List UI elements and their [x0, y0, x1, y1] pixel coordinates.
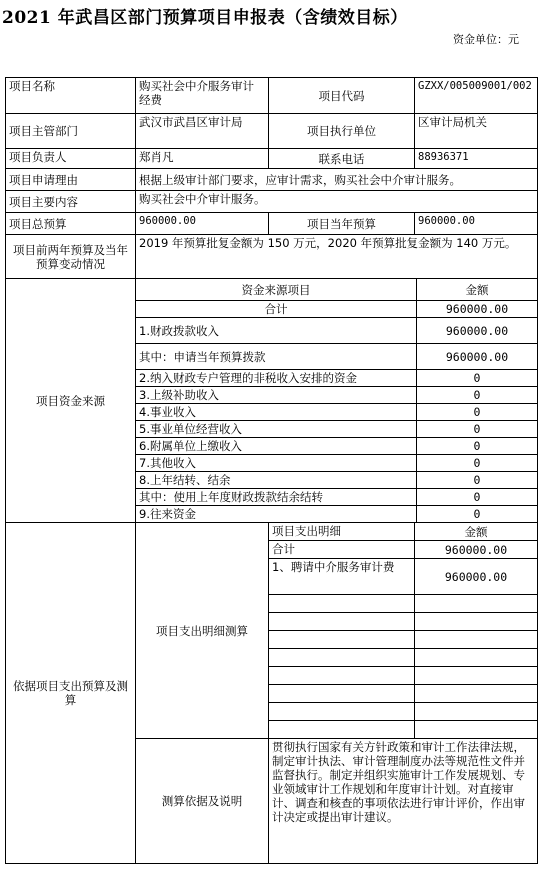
funding-col-amount: 金额 [417, 279, 538, 301]
funding-row [136, 455, 538, 472]
funding-item: 4.事业收入 [136, 404, 417, 421]
funding-amount: 0 [417, 421, 538, 438]
funding-amount: 0 [417, 489, 538, 506]
funding-amount: 0 [417, 506, 538, 523]
total-budget-value: 960000.00 [136, 213, 269, 235]
empty-cell [415, 649, 538, 667]
funding-row [136, 318, 538, 344]
project-name-value: 购买社会中介服务审计经费 [136, 78, 269, 114]
expense-item-value: 960000.00 [415, 559, 538, 595]
phone-label: 联系电话 [269, 149, 415, 169]
funding-item: 7.其他收入 [136, 455, 417, 472]
empty-cell [269, 613, 415, 631]
dept-label: 项目主管部门 [6, 114, 136, 149]
empty-cell [415, 667, 538, 685]
funding-amount: 0 [417, 370, 538, 387]
funding-item: 5.事业单位经营收入 [136, 421, 417, 438]
funding-row [136, 370, 538, 387]
funding-row [136, 489, 538, 506]
current-budget-label: 项目当年预算 [269, 213, 415, 235]
empty-cell [269, 631, 415, 649]
funding-amount: 960000.00 [417, 318, 538, 344]
empty-cell [415, 613, 538, 631]
phone-value: 88936371 [415, 149, 538, 169]
empty-cell [415, 631, 538, 649]
project-code-label: 项目代码 [269, 78, 415, 114]
funding-item: 合计 [136, 301, 417, 318]
empty-cell [415, 721, 538, 739]
expense-item-label: 1、聘请中介服务审计费 [269, 559, 415, 595]
empty-cell [415, 595, 538, 613]
exec-unit-label: 项目执行单位 [269, 114, 415, 149]
funding-item: 1.财政拨款收入 [136, 318, 417, 344]
page-title: 2021 年武昌区部门预算项目申报表（含绩效目标） [2, 8, 408, 28]
exec-unit-value: 区审计局机关 [415, 114, 538, 149]
funding-amount: 0 [417, 472, 538, 489]
funding-row [136, 387, 538, 404]
funding-row [136, 301, 538, 318]
empty-cell [269, 595, 415, 613]
currency-unit: 资金单位：元 [453, 33, 519, 46]
leader-label: 项目负责人 [6, 149, 136, 169]
reason-value: 根据上级审计部门要求，应审计需求，购买社会中介审计服务。 [136, 169, 538, 191]
empty-cell [269, 703, 415, 721]
funding-amount: 0 [417, 438, 538, 455]
dept-value: 武汉市武昌区审计局 [136, 114, 269, 149]
funding-amount: 0 [417, 455, 538, 472]
change-value: 2019 年预算批复金额为 150 万元，2020 年预算批复金额为 140 万元。 [136, 235, 538, 279]
funding-table [136, 279, 538, 523]
expense-total-label: 合计 [269, 541, 415, 559]
funding-amount: 960000.00 [417, 344, 538, 370]
funding-row [136, 421, 538, 438]
funding-item: 2.纳入财政专户管理的非税收入安排的资金 [136, 370, 417, 387]
expense-section-label: 依据项目支出预算及测算 [6, 523, 136, 864]
funding-row [136, 404, 538, 421]
expense-col-item: 项目支出明细 [269, 523, 415, 541]
expense-col-amount: 金额 [415, 523, 538, 541]
project-code-value: GZXX/005009001/002 [415, 78, 538, 114]
expense-detail-label: 项目支出明细测算 [136, 523, 269, 739]
funding-item: 3.上级补助收入 [136, 387, 417, 404]
project-name-label: 项目名称 [6, 78, 136, 114]
funding-section-label: 项目资金来源 [6, 279, 136, 523]
funding-row [136, 506, 538, 523]
funding-item: 6.附属单位上缴收入 [136, 438, 417, 455]
expense-table [136, 523, 538, 864]
funding-row [136, 472, 538, 489]
change-label: 项目前两年预算及当年预算变动情况 [6, 235, 136, 279]
funding-amount: 0 [417, 404, 538, 421]
budget-form-table [5, 77, 538, 864]
funding-row [136, 344, 538, 370]
funding-amount: 0 [417, 387, 538, 404]
basis-text: 贯彻执行国家有关方针政策和审计工作法律法规，制定审计执法、审计管理制度办法等规范性文件并监督执行。制定并组织实施审计工作发展规划、专业领域审计工作规划和年度审计计划。对直接审计、调查和核查的事项依法进行审计评价，作出审计决定或提出审计建议。 [269, 739, 538, 864]
leader-value: 郑肖凡 [136, 149, 269, 169]
funding-item: 9.往来资金 [136, 506, 417, 523]
funding-item: 其中：使用上年度财政拨款结余结转 [136, 489, 417, 506]
expense-total-value: 960000.00 [415, 541, 538, 559]
content-label: 项目主要内容 [6, 191, 136, 213]
funding-amount: 960000.00 [417, 301, 538, 318]
funding-item: 其中：申请当年预算拨款 [136, 344, 417, 370]
total-budget-label: 项目总预算 [6, 213, 136, 235]
empty-cell [415, 703, 538, 721]
reason-label: 项目申请理由 [6, 169, 136, 191]
funding-row [136, 438, 538, 455]
current-budget-value: 960000.00 [415, 213, 538, 235]
funding-col-item: 资金来源项目 [136, 279, 417, 301]
funding-item: 8.上年结转、结余 [136, 472, 417, 489]
content-value: 购买社会中介审计服务。 [136, 191, 538, 213]
empty-cell [269, 721, 415, 739]
empty-cell [269, 667, 415, 685]
empty-cell [415, 685, 538, 703]
empty-cell [269, 649, 415, 667]
basis-label: 测算依据及说明 [136, 739, 269, 864]
empty-cell [269, 685, 415, 703]
